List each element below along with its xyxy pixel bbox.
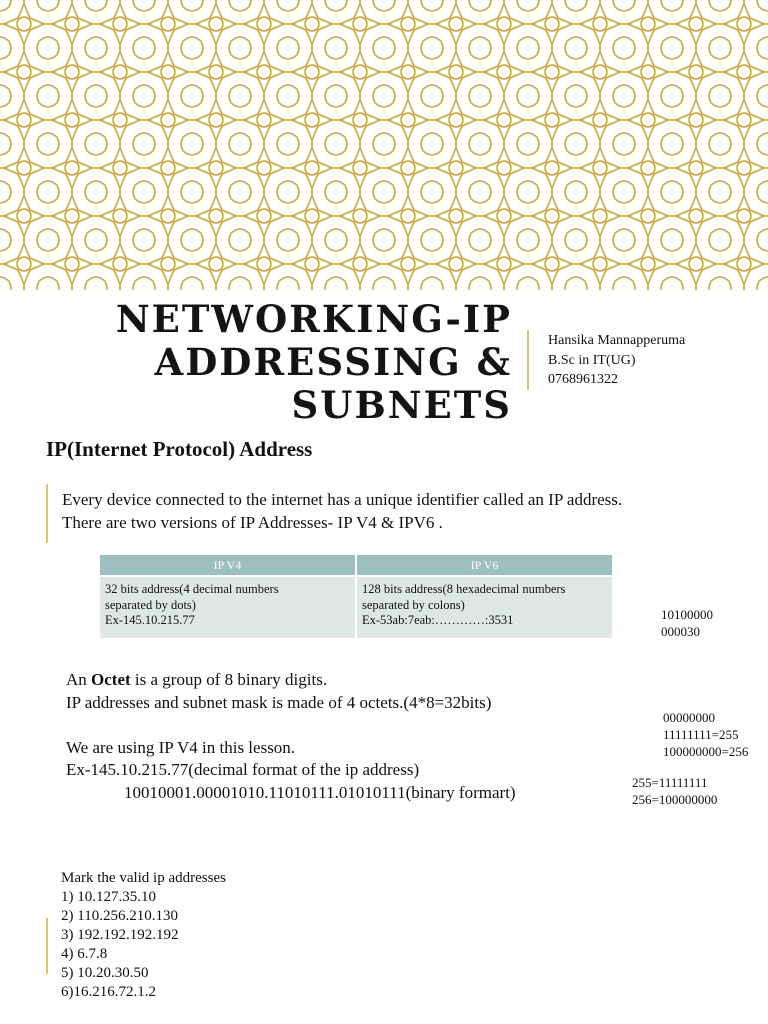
octet-line-4: Ex-145.10.215.77(decimal format of the ip address) [66, 760, 420, 779]
table-header-ipv6: IP V6 [356, 555, 612, 576]
side-note-3 [632, 774, 717, 808]
intro-line-1: Every device connected to the internet has a unique identifier called an IP address. [62, 490, 623, 509]
quiz-heading: Mark the valid ip addresses [61, 870, 226, 886]
ipv6-line-2: separated by colons) [362, 597, 465, 612]
quiz-divider [46, 918, 48, 974]
octet-prefix: An [66, 670, 92, 689]
binary-format-line: 10010001.00001010.11010111.01010111(binary formart) [124, 782, 516, 802]
table-cell-ipv6 [356, 576, 612, 638]
list-item: 5) 10.20.30.50 [61, 965, 149, 981]
octet-line-1 [66, 669, 516, 692]
decorative-pattern-banner [0, 0, 768, 290]
intro-line-2: There are two versions of IP Addresses- IP V4 & IPV6 . [62, 512, 443, 532]
ip-version-table [100, 555, 612, 638]
ipv6-line-1: 128 bits address(8 hexadecimal numbers [362, 582, 566, 596]
ipv6-line-3: Ex-53ab:7eab:…………:3531 [362, 613, 514, 627]
author-name: Hansika Mannapperuma [548, 333, 686, 348]
side-note-2 [663, 709, 748, 760]
octet-suffix: is a group of 8 binary digits. [130, 670, 328, 689]
title-line-1: NETWORKING-IP [115, 297, 512, 341]
side-note-1-line: 000030 [661, 624, 700, 639]
octet-term: Octet [91, 670, 131, 689]
side-note-2-line: 00000000 [663, 710, 715, 725]
octet-line-2: IP addresses and subnet mask is made of 4 octets.(4*8=32bits) [66, 692, 492, 712]
ipv4-line-2: separated by dots) [105, 597, 196, 612]
author-divider [527, 330, 529, 390]
ipv4-line-3: Ex-145.10.215.77 [105, 613, 195, 627]
author-degree: B.Sc in IT(UG) [548, 352, 636, 368]
table-cell-ipv4 [100, 576, 356, 638]
side-note-3-line: 255=11111111 [632, 775, 708, 790]
side-note-2-line: 11111111=255 [663, 727, 739, 742]
author-info [548, 331, 685, 390]
list-item: 6)16.216.72.1.2 [61, 984, 156, 1000]
list-item: 4) 6.7.8 [61, 946, 108, 962]
octet-explanation [66, 669, 516, 804]
list-item: 1) 10.127.35.10 [61, 889, 156, 905]
side-note-3-line: 256=100000000 [632, 792, 718, 807]
list-item: 2) 110.256.210.130 [61, 908, 178, 924]
spacer [66, 714, 516, 737]
list-item: 3) 192.192.192.192 [61, 927, 179, 943]
section-heading: IP(Internet Protocol) Address [46, 437, 313, 461]
author-phone: 0768961322 [548, 372, 618, 387]
intro-divider [46, 484, 48, 543]
intro-paragraph [62, 489, 622, 534]
side-note-1 [661, 606, 713, 640]
title-line-3: SUBNETS [291, 383, 512, 427]
side-note-1-line: 10100000 [661, 607, 713, 622]
octet-line-3: We are using IP V4 in this lesson. [66, 737, 296, 757]
title-line-2: ADDRESSING & [154, 340, 512, 384]
slide-title [100, 298, 512, 427]
quiz-section [61, 869, 226, 1002]
ipv4-line-1: 32 bits address(4 decimal numbers [105, 582, 279, 596]
side-note-2-line: 100000000=256 [663, 744, 749, 759]
table-header-ipv4: IP V4 [100, 555, 356, 576]
table-row [100, 576, 612, 638]
